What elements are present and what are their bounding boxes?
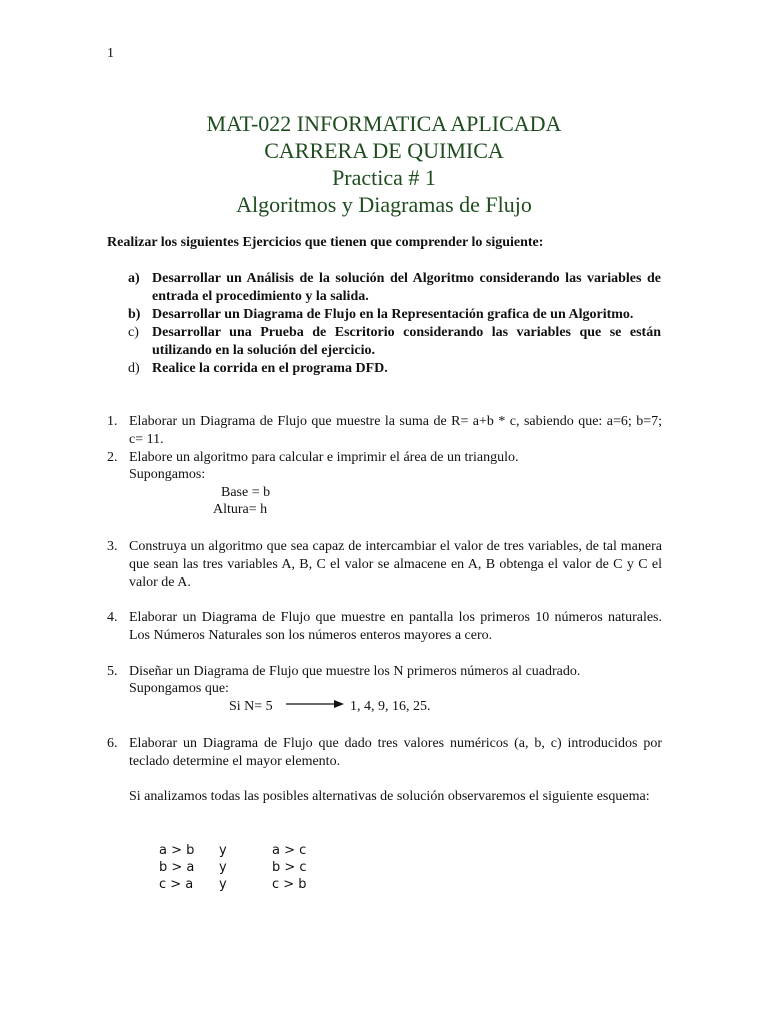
requirement-item: [128, 270, 661, 306]
scheme-cell: y: [219, 843, 227, 858]
exercise-text: Diseñar un Diagrama de Flujo que muestre los N primeros números al cuadrado.: [129, 664, 581, 679]
requirement-item: [128, 324, 661, 360]
requirement-letter: b): [128, 307, 141, 322]
requirement-letter: d): [128, 361, 140, 376]
requirements-list: [128, 270, 661, 378]
exercise-6-paragraph: Si analizamos todas las posibles alternativas de solución observaremos el siguiente esquema:: [129, 789, 650, 804]
exercise-text: Elaborar un Diagrama de Flujo que muestre la suma de R= a+b * c, sabiendo que: a=6; b=7; c= 11.: [129, 414, 662, 447]
course-title: MAT-022 INFORMATICA APLICADA: [206, 111, 562, 136]
exercise-3: [107, 538, 662, 592]
document-title: [0, 110, 768, 218]
exercise-5: [107, 663, 662, 681]
exercise-number: 6.: [107, 736, 118, 751]
scheme-cell: y: [219, 860, 227, 875]
career-title: CARRERA DE QUIMICA: [264, 138, 504, 163]
requirement-letter: c): [128, 325, 139, 340]
requirement-text: Desarrollar un Análisis de la solución del Algoritmo considerando las variables de entrada el procedimiento y la salida.: [152, 271, 661, 304]
requirement-text: Desarrollar un Diagrama de Flujo en la Representación grafica de un Algoritmo.: [152, 307, 634, 322]
requirement-item: [128, 306, 661, 324]
requirement-text: Realice la corrida en el programa DFD.: [152, 361, 388, 376]
scheme-cell: y: [219, 877, 227, 892]
exercise-2-altura: Altura= h: [213, 502, 268, 517]
topic-title: Algoritmos y Diagramas de Flujo: [236, 192, 532, 217]
requirement-letter: a): [128, 271, 140, 286]
exercise-number: 2.: [107, 450, 118, 465]
exercise-4: [107, 609, 662, 645]
exercise-1: [107, 413, 662, 449]
exercise-6: [107, 735, 662, 771]
requirement-item: [128, 360, 661, 378]
scheme-cell: c > a: [159, 877, 194, 892]
exercise-5-si: Si N= 5: [229, 699, 273, 714]
exercise-number: 1.: [107, 414, 118, 429]
exercise-5-result: 1, 4, 9, 16, 25.: [350, 699, 431, 714]
page-number: 1: [107, 46, 114, 61]
exercise-number: 5.: [107, 664, 118, 679]
scheme-cell: a > c: [272, 843, 307, 858]
exercise-text: Construya un algoritmo que sea capaz de intercambiar el valor de tres variables, de tal manera que sean las tres variables A, B, C el valor se almacene en A, B obtenga el valor de C y C el valor de A.: [129, 539, 662, 590]
exercise-2: [107, 449, 662, 467]
exercise-text: Elabore un algoritmo para calcular e imprimir el área de un triangulo.: [129, 450, 519, 465]
practice-title: Practica # 1: [332, 165, 436, 190]
scheme-cell: c > b: [272, 877, 307, 892]
exercise-number: 4.: [107, 610, 118, 625]
scheme-cell: b > c: [272, 860, 307, 875]
exercise-2-suppose: Supongamos:: [129, 467, 206, 482]
exercise-2-base: Base = b: [221, 485, 271, 500]
exercise-5-suppose: Supongamos que:: [129, 681, 229, 696]
right-arrow-icon: [286, 697, 346, 711]
scheme-cell: a > b: [159, 843, 195, 858]
exercise-text: Elaborar un Diagrama de Flujo que muestre en pantalla los primeros 10 números naturales. Los Números Naturales son los números enteros mayores a cero.: [129, 610, 662, 643]
scheme-cell: b > a: [159, 860, 195, 875]
exercise-number: 3.: [107, 539, 118, 554]
intro-text: Realizar los siguientes Ejercicios que tienen que comprender lo siguiente:: [107, 235, 544, 250]
exercise-text: Elaborar un Diagrama de Flujo que dado tres valores numéricos (a, b, c) introducidos por teclado determine el mayor elemento.: [129, 736, 662, 769]
requirement-text: Desarrollar una Prueba de Escritorio considerando las variables que se están utilizando en la solución del ejercicio.: [152, 325, 661, 358]
